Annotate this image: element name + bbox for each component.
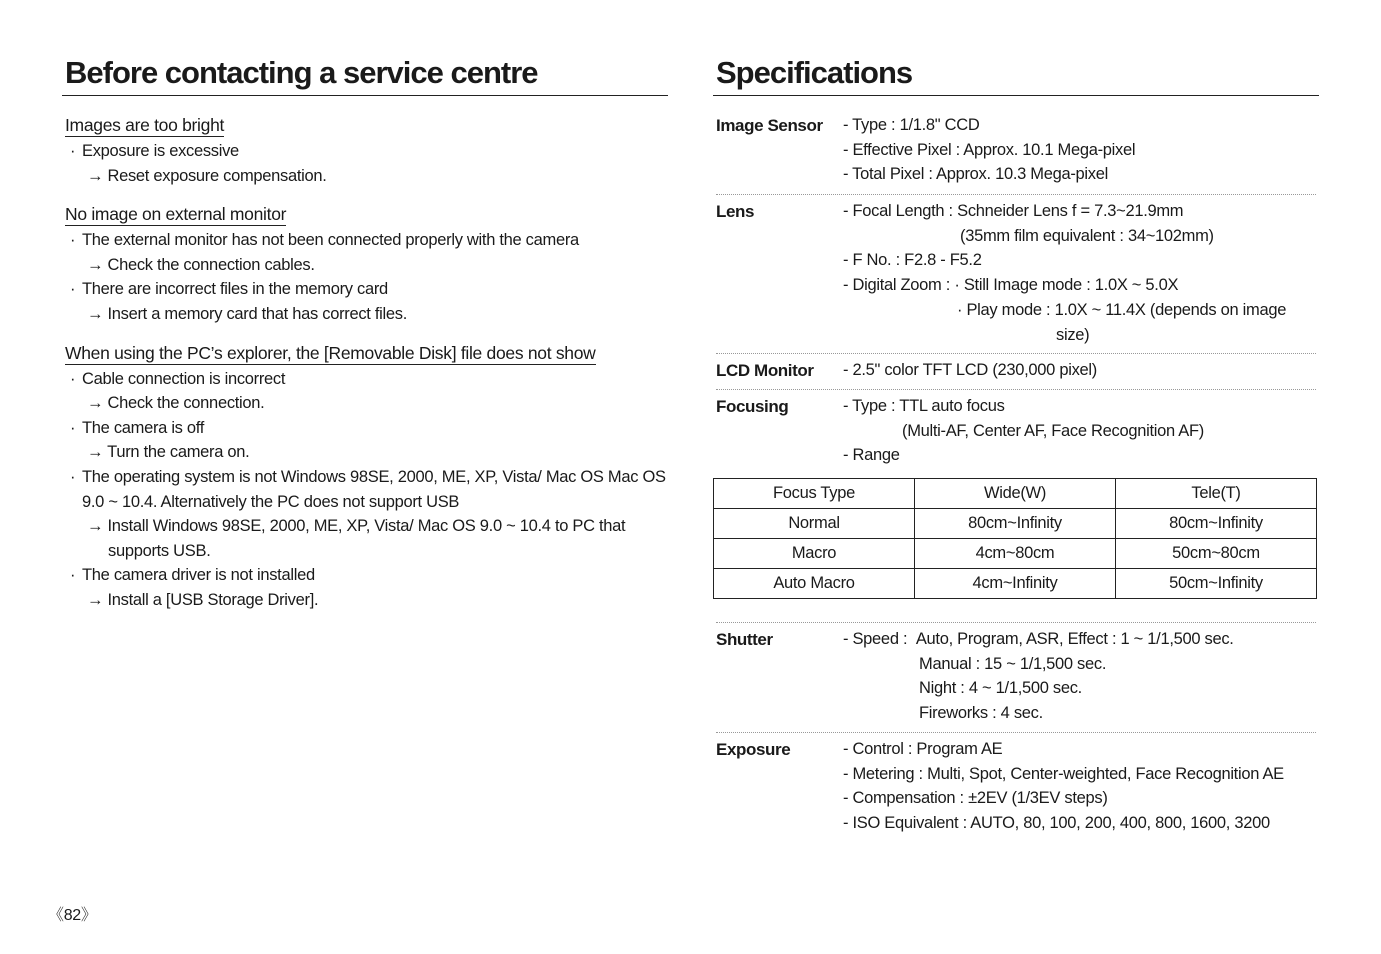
table-row: [714, 509, 1317, 539]
spec-value: - Metering : Multi, Spot, Center-weighted, Face Recognition AE: [843, 764, 1284, 783]
problem-text: The camera driver is not installed: [82, 566, 315, 585]
spec-value: (35mm film equivalent : 34~102mm): [960, 226, 1214, 245]
solution-text: → Insert a memory card that has correct files.: [87, 304, 407, 323]
problem-text: Cable connection is incorrect: [82, 369, 286, 388]
page-title: Specifications: [713, 55, 1319, 96]
troubleshooting-sections: [65, 114, 668, 628]
table-header-row: [714, 479, 1317, 509]
spec-value: - Compensation : ±2EV (1/3EV steps): [843, 789, 1108, 808]
table-cell: 4cm~80cm: [915, 539, 1116, 569]
section-title: No image on external monitor: [65, 204, 287, 225]
problem-text: Exposure is excessive: [82, 142, 239, 160]
table-cell: 50cm~Infinity: [1116, 569, 1317, 599]
table-cell: 80cm~Infinity: [915, 509, 1116, 539]
spec-value: Manual : 15 ~ 1/1,500 sec.: [919, 654, 1107, 673]
list-item: · The camera driver is not installed → Install a [USB Storage Driver].: [65, 563, 668, 612]
spec-value: - Speed : Auto, Program, ASR, Effect : 1 ~ 1/1,500 sec.: [843, 630, 1234, 648]
page-number: 《82》: [48, 907, 97, 924]
spec-value: - 2.5" color TFT LCD (230,000 pixel): [843, 361, 1097, 379]
solution-text: → Reset exposure compensation.: [87, 166, 327, 185]
table-header-cell: Tele(T): [1116, 479, 1317, 509]
table-cell: 80cm~Infinity: [1116, 509, 1317, 539]
spec-value: - Type : 1/1.8" CCD: [843, 116, 980, 134]
table-cell: 4cm~Infinity: [915, 569, 1116, 599]
spec-label: Lens: [716, 202, 755, 221]
solution-text: → Install a [USB Storage Driver].: [87, 590, 319, 609]
list-item: · There are incorrect files in the memory card → Insert a memory card that has correct files.: [65, 277, 668, 326]
table-row: [714, 539, 1317, 569]
list-item: · Exposure is excessive → Reset exposure compensation.: [65, 139, 668, 188]
focus-range-table: [713, 478, 1317, 599]
list-item: · The camera is off → Turn the camera on.: [65, 416, 668, 465]
list-item: · Cable connection is incorrect → Check the connection.: [65, 367, 668, 416]
spec-value: - Range: [843, 446, 900, 465]
divider: [716, 622, 1316, 623]
table-header-cell: Wide(W): [915, 479, 1116, 509]
divider: [716, 353, 1316, 354]
solution-text: → Check the connection cables.: [87, 255, 315, 274]
spec-label: Shutter: [716, 630, 773, 649]
table-cell: 50cm~80cm: [1116, 539, 1317, 569]
spec-value: size): [1056, 325, 1090, 344]
spec-value: - Effective Pixel : Approx. 10.1 Mega-pixel: [843, 140, 1136, 159]
spec-value: (Multi-AF, Center AF, Face Recognition AF): [902, 421, 1204, 440]
table-cell: Auto Macro: [714, 569, 915, 599]
spec-value: Night : 4 ~ 1/1,500 sec.: [919, 679, 1082, 698]
problem-text: There are incorrect files in the memory card: [82, 280, 388, 299]
section-images-too-bright: [65, 114, 668, 188]
solution-text: → Install Windows 98SE, 2000, ME, XP, Vista/ Mac OS 9.0 ~ 10.4 to PC that supports USB.: [87, 517, 626, 560]
list-item: · The external monitor has not been connected properly with the camera → Check the connection cables.: [65, 228, 668, 277]
spec-value: - ISO Equivalent : AUTO, 80, 100, 200, 400, 800, 1600, 3200: [843, 814, 1270, 833]
problem-text: The camera is off: [82, 418, 205, 437]
spec-value: - F No. : F2.8 - F5.2: [843, 251, 982, 270]
spec-value: · Play mode : 1.0X ~ 11.4X (depends on image: [957, 300, 1287, 319]
spec-value: - Total Pixel : Approx. 10.3 Mega-pixel: [843, 165, 1108, 184]
table-cell: Macro: [714, 539, 915, 569]
spec-label: LCD Monitor: [716, 361, 814, 380]
divider: [716, 389, 1316, 390]
section-title: Images are too bright: [65, 115, 225, 135]
spec-value: Fireworks : 4 sec.: [919, 704, 1043, 723]
spec-value: - Control : Program AE: [843, 740, 1003, 758]
spec-value: - Type : TTL auto focus: [843, 397, 1005, 415]
problem-text: The operating system is not Windows 98SE, 2000, ME, XP, Vista/ Mac OS Mac OS 9.0 ~ 10.4. Alternatively the PC does not support USB: [82, 467, 666, 511]
list-item: · The operating system is not Windows 98SE, 2000, ME, XP, Vista/ Mac OS Mac OS 9.0 ~ 10.4. Alternatively the PC does not support USB → Install Windows 98SE, 2000, ME, XP, Vista/ Mac OS 9.0 ~ 10.4 to PC that supports USB.: [65, 465, 668, 563]
divider: [716, 194, 1316, 195]
section-title: When using the PC’s explorer, the [Removable Disk] file does not show: [65, 342, 596, 363]
spec-label: Image Sensor: [716, 116, 823, 135]
spec-label: Focusing: [716, 397, 789, 416]
spec-label: Exposure: [716, 740, 791, 759]
spec-value: - Digital Zoom : · Still Image mode : 1.0X ~ 5.0X: [843, 276, 1179, 295]
section-no-image-monitor: [65, 203, 668, 326]
section-removable-disk: [65, 342, 668, 613]
problem-text: The external monitor has not been connected properly with the camera: [82, 231, 579, 250]
solution-text: → Turn the camera on.: [87, 443, 250, 462]
solution-text: → Check the connection.: [87, 394, 265, 413]
table-row: [714, 569, 1317, 599]
divider: [716, 732, 1316, 733]
page-title: Before contacting a service centre: [62, 55, 668, 96]
table-header-cell: Focus Type: [714, 479, 915, 509]
table-cell: Normal: [714, 509, 915, 539]
spec-value: - Focal Length : Schneider Lens f = 7.3~21.9mm: [843, 202, 1184, 220]
